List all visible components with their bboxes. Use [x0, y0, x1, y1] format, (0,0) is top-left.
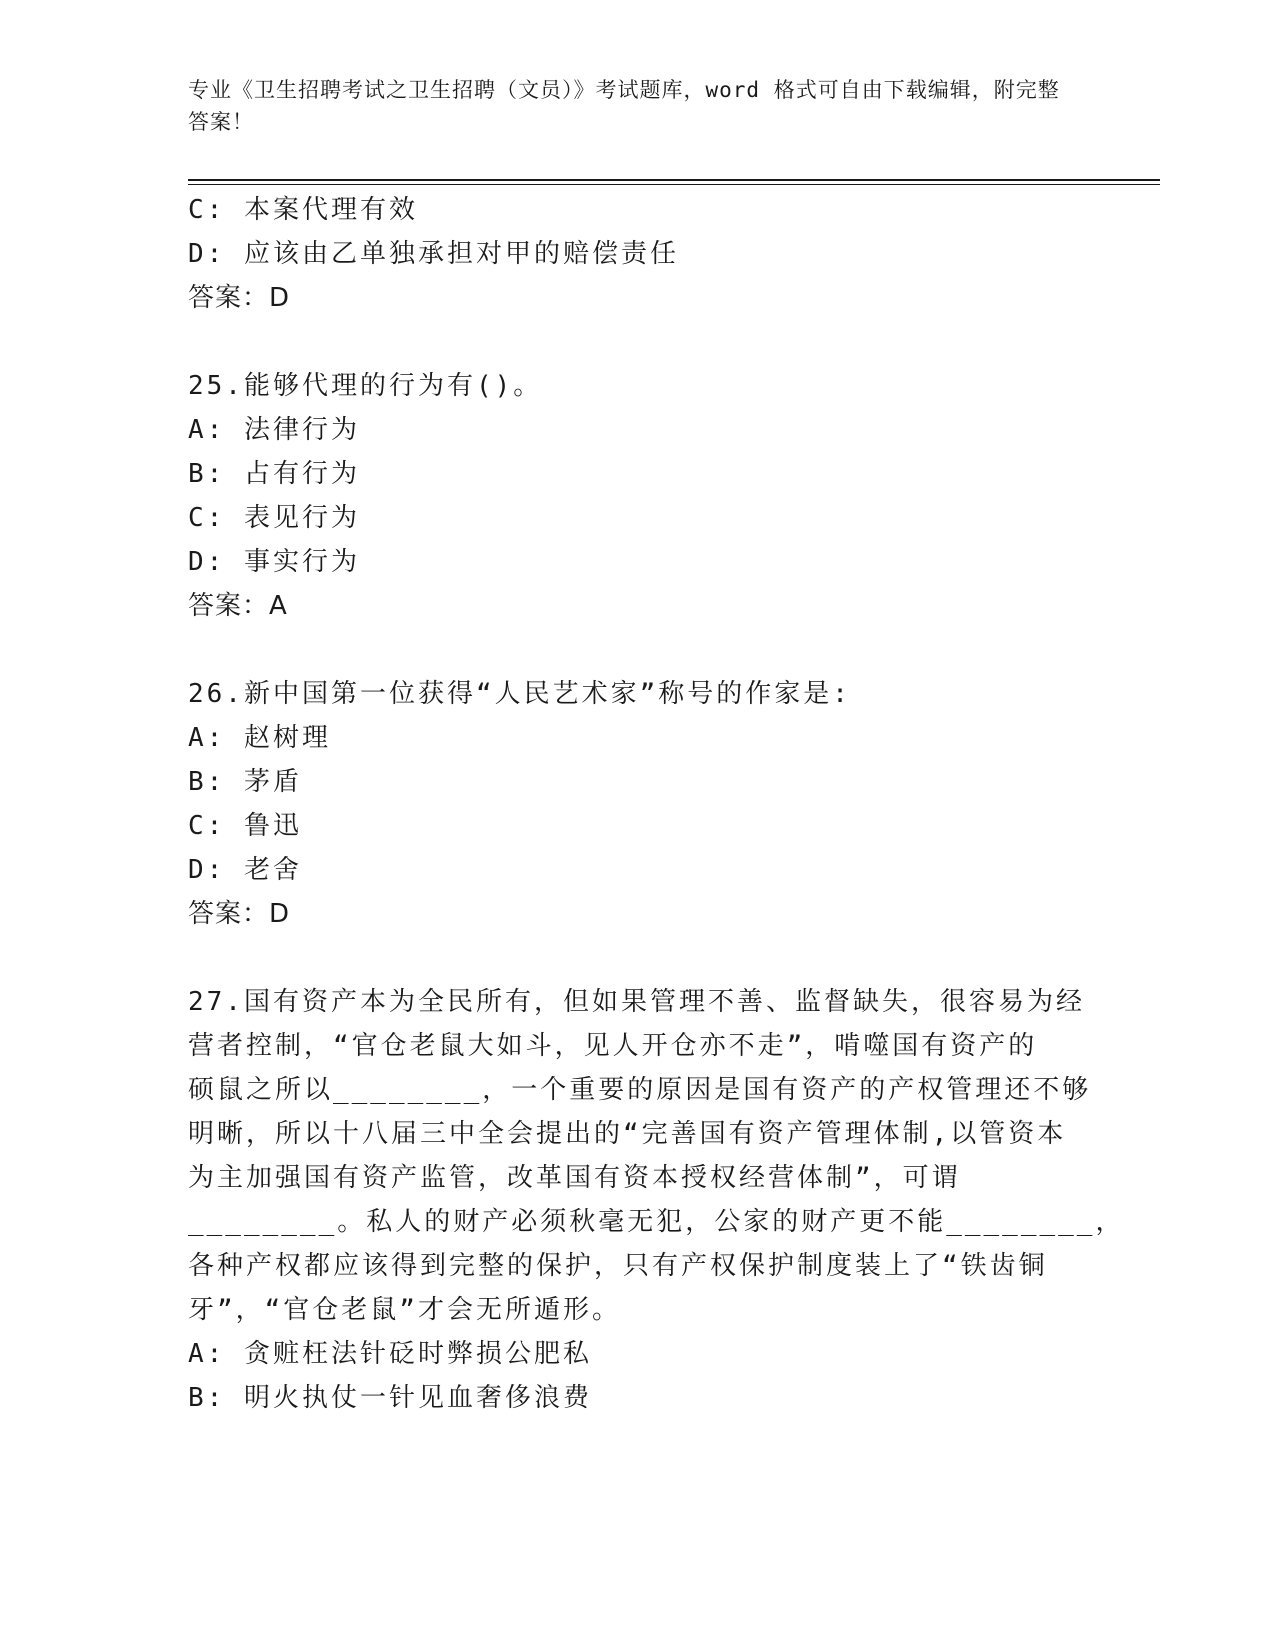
option-c: C: 表见行为 — [188, 503, 360, 533]
question-27-line: ________。私人的财产必须秋毫无犯，公家的财产更不能________， — [188, 1207, 1125, 1237]
option-a: A: 贪赃枉法针砭时弊损公肥私 — [188, 1339, 592, 1369]
option-d: D: 事实行为 — [188, 547, 360, 577]
header-divider-thick — [188, 179, 1160, 181]
option-c: C: 鲁迅 — [188, 811, 302, 841]
answer-line: 答案：D — [188, 899, 291, 929]
option-d: D: 应该由乙单独承担对甲的赔偿责任 — [188, 239, 679, 269]
option-a: A: 法律行为 — [188, 415, 360, 445]
question-25: 25.能够代理的行为有()。 — [188, 371, 543, 401]
question-27-line: 牙”，“官仓老鼠”才会无所遁形。 — [188, 1295, 621, 1325]
option-b: B: 占有行为 — [188, 459, 360, 489]
question-27-line: 各种产权都应该得到完整的保护，只有产权保护制度装上了“铁齿铜 — [188, 1251, 1048, 1281]
document-header: 专业《卫生招聘考试之卫生招聘（文员）》考试题库，word 格式可自由下载编辑，附完整答案！ — [188, 78, 1060, 134]
option-a: A: 赵树理 — [188, 723, 331, 753]
answer-line: 答案：A — [188, 591, 288, 621]
header-divider-thin — [188, 184, 1160, 185]
question-27-line: 明晰，所以十八届三中全会提出的“完善国有资产管理体制,以管资本 — [188, 1119, 1067, 1149]
option-d: D: 老舍 — [188, 855, 302, 885]
question-26: 26.新中国第一位获得“人民艺术家”称号的作家是: — [188, 679, 851, 709]
option-b: B: 明火执仗一针见血奢侈浪费 — [188, 1383, 592, 1413]
answer-line: 答案：D — [188, 283, 291, 313]
option-c: C: 本案代理有效 — [188, 195, 418, 225]
question-27-line: 硕鼠之所以________，一个重要的原因是国有资产的产权管理还不够 — [188, 1075, 1092, 1105]
question-27-line: 为主加强国有资产监管，改革国有资本授权经营体制”，可谓 — [188, 1163, 961, 1193]
question-27-line: 营者控制，“官仓老鼠大如斗，见人开仓亦不走”，啃噬国有资产的 — [188, 1031, 1038, 1061]
question-27-line: 27.国有资产本为全民所有，但如果管理不善、监督缺失，很容易为经 — [188, 987, 1085, 1017]
option-b: B: 茅盾 — [188, 767, 302, 797]
